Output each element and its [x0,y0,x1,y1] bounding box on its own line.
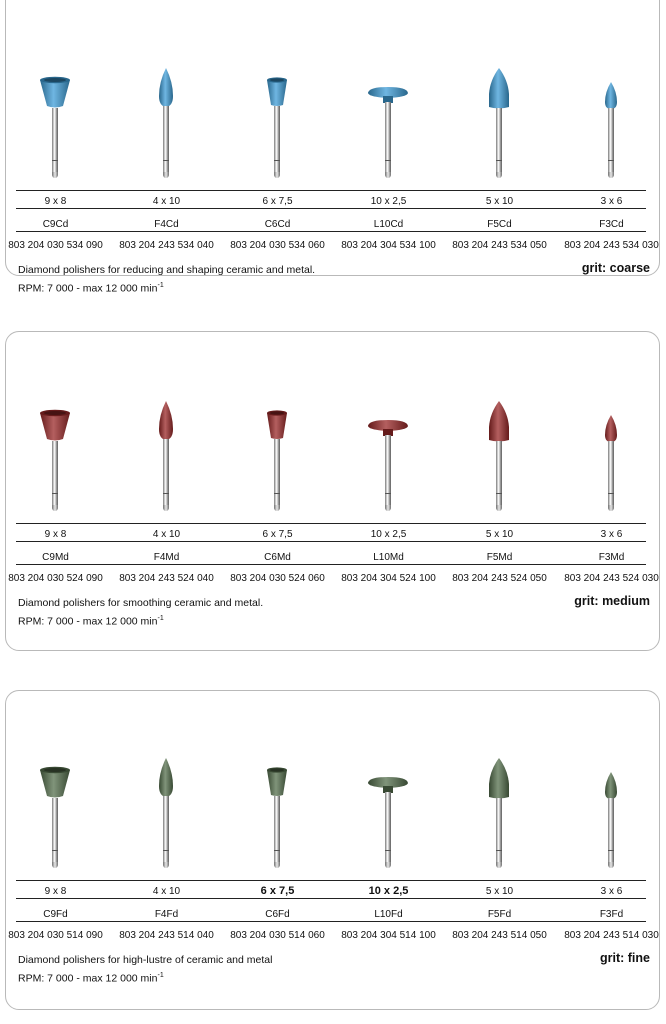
shank-tip [163,862,169,868]
code-cell: C9Md [42,552,69,563]
shank-tip [274,862,280,868]
code-cell: F4Fd [154,909,179,920]
size-cell: 3 x 6 [600,196,623,207]
size-cell: 6 x 7,5 [262,196,293,207]
shank-tip [496,505,502,511]
table-rule [16,190,646,191]
code-cell: L10Md [373,552,404,563]
shank-tip [274,172,280,178]
shank-tip [496,862,502,868]
shank-groove [52,850,58,851]
shank-groove [52,160,58,161]
code-cell: F3Cd [599,219,624,230]
size-cell: 9 x 8 [44,196,67,207]
table-rule [16,231,646,232]
shank-groove [496,493,502,494]
shank-groove [274,493,280,494]
rpm-note [18,279,164,296]
table-rule [16,921,646,922]
shank-tip [163,505,169,511]
shank [274,106,280,172]
reference-number-cell: 803 204 030 524 090 [8,573,103,584]
reference-number-cell: 803 204 304 534 100 [341,240,436,251]
reference-number-cell: 803 204 030 514 060 [230,930,325,941]
shank-groove [385,850,391,851]
rpm-exponent: -1 [157,282,164,289]
section-description: Diamond polishers for reducing and shaping ceramic and metal. [18,264,316,276]
shank [52,798,58,862]
grit-label: grit: fine [600,951,650,965]
code-cell: L10Cd [373,219,404,230]
table-rule [16,523,646,524]
reference-number-cell: 803 204 304 524 100 [341,573,436,584]
code-cell: F3Fd [599,909,624,920]
shank-groove [274,850,280,851]
table-rule [16,880,646,881]
shank [163,796,169,862]
shank-tip [608,505,614,511]
table-rule [16,541,646,542]
shank-tip [52,505,58,511]
size-cell: 10 x 2,5 [370,529,407,540]
shank [385,435,391,505]
shank [496,798,502,862]
shank-groove [608,493,614,494]
table-rule [16,564,646,565]
code-cell: F5Fd [487,909,512,920]
shank [163,439,169,505]
shank-tip [163,172,169,178]
reference-number-cell: 803 204 030 524 060 [230,573,325,584]
reference-number-cell: 803 204 243 534 030 [564,240,659,251]
grit-label: grit: medium [574,594,650,608]
section-description: Diamond polishers for smoothing ceramic and metal. [18,597,264,609]
shank [385,792,391,862]
size-cell: 9 x 8 [44,886,67,897]
size-cell: 3 x 6 [600,529,623,540]
size-cell: 4 x 10 [152,196,181,207]
code-cell: C9Fd [43,909,68,920]
reference-number-cell: 803 204 243 524 050 [452,573,547,584]
table-rule [16,898,646,899]
reference-number-cell: 803 204 243 514 050 [452,930,547,941]
rpm-note [18,612,164,629]
shank-groove [274,160,280,161]
size-cell: 5 x 10 [485,886,514,897]
size-cell: 3 x 6 [600,886,623,897]
rpm-exponent: -1 [157,972,164,979]
grit-label: grit: coarse [581,261,650,275]
shank-tip [52,862,58,868]
code-cell: C6Md [264,552,291,563]
code-cell: F5Md [486,552,513,563]
shank-groove [608,850,614,851]
shank [163,106,169,172]
shank [52,108,58,172]
shank [608,798,614,862]
shank-groove [163,493,169,494]
size-cell: 10 x 2,5 [370,196,407,207]
shank-groove [163,160,169,161]
size-cell: 4 x 10 [152,886,181,897]
reference-number-cell: 803 204 243 524 040 [119,573,214,584]
code-cell: C6Fd [265,909,290,920]
size-cell: 4 x 10 [152,529,181,540]
shank [385,102,391,172]
table-rule [16,208,646,209]
shank [274,796,280,862]
shank [274,439,280,505]
shank-tip [385,172,391,178]
shank [608,108,614,172]
code-cell: L10Fd [374,909,403,920]
reference-number-cell: 803 204 030 534 060 [230,240,325,251]
code-cell: C9Cd [42,219,69,230]
shank-groove [496,160,502,161]
rpm-note [18,969,164,986]
section-description: Diamond polishers for high-lustre of ceramic and metal [18,954,273,966]
size-cell: 5 x 10 [485,529,514,540]
shank-groove [163,850,169,851]
reference-number-cell: 803 204 243 514 030 [564,930,659,941]
code-cell: F4Md [153,552,180,563]
shank-tip [385,862,391,868]
size-cell: 9 x 8 [44,529,67,540]
shank-tip [385,505,391,511]
reference-number-cell: 803 204 304 514 100 [341,930,436,941]
reference-number-cell: 803 204 030 534 090 [8,240,103,251]
code-cell: C6Cd [264,219,291,230]
reference-number-cell: 803 204 243 514 040 [119,930,214,941]
size-cell: 6 x 7,5 [262,529,293,540]
code-cell: F5Cd [487,219,512,230]
size-cell: 6 x 7,5 [260,885,295,897]
reference-number-cell: 803 204 243 534 040 [119,240,214,251]
shank-groove [385,493,391,494]
shank-tip [52,172,58,178]
size-cell: 5 x 10 [485,196,514,207]
shank [608,441,614,505]
rpm-text: RPM: 7 000 - max 12 000 min [18,615,158,628]
reference-number-cell: 803 204 243 534 050 [452,240,547,251]
product-panel-coarse [5,0,660,276]
rpm-exponent: -1 [157,615,164,622]
reference-number-cell: 803 204 243 524 030 [564,573,659,584]
shank [496,441,502,505]
shank-tip [274,505,280,511]
shank [496,108,502,172]
rpm-text: RPM: 7 000 - max 12 000 min [18,972,158,985]
shank-tip [496,172,502,178]
code-cell: F4Cd [154,219,179,230]
code-cell: F3Md [598,552,625,563]
shank-tip [608,862,614,868]
shank-groove [496,850,502,851]
shank-groove [52,493,58,494]
size-cell: 10 x 2,5 [368,885,409,897]
shank-groove [608,160,614,161]
shank [52,441,58,505]
shank-tip [608,172,614,178]
reference-number-cell: 803 204 030 514 090 [8,930,103,941]
rpm-text: RPM: 7 000 - max 12 000 min [18,282,158,295]
shank-groove [385,160,391,161]
